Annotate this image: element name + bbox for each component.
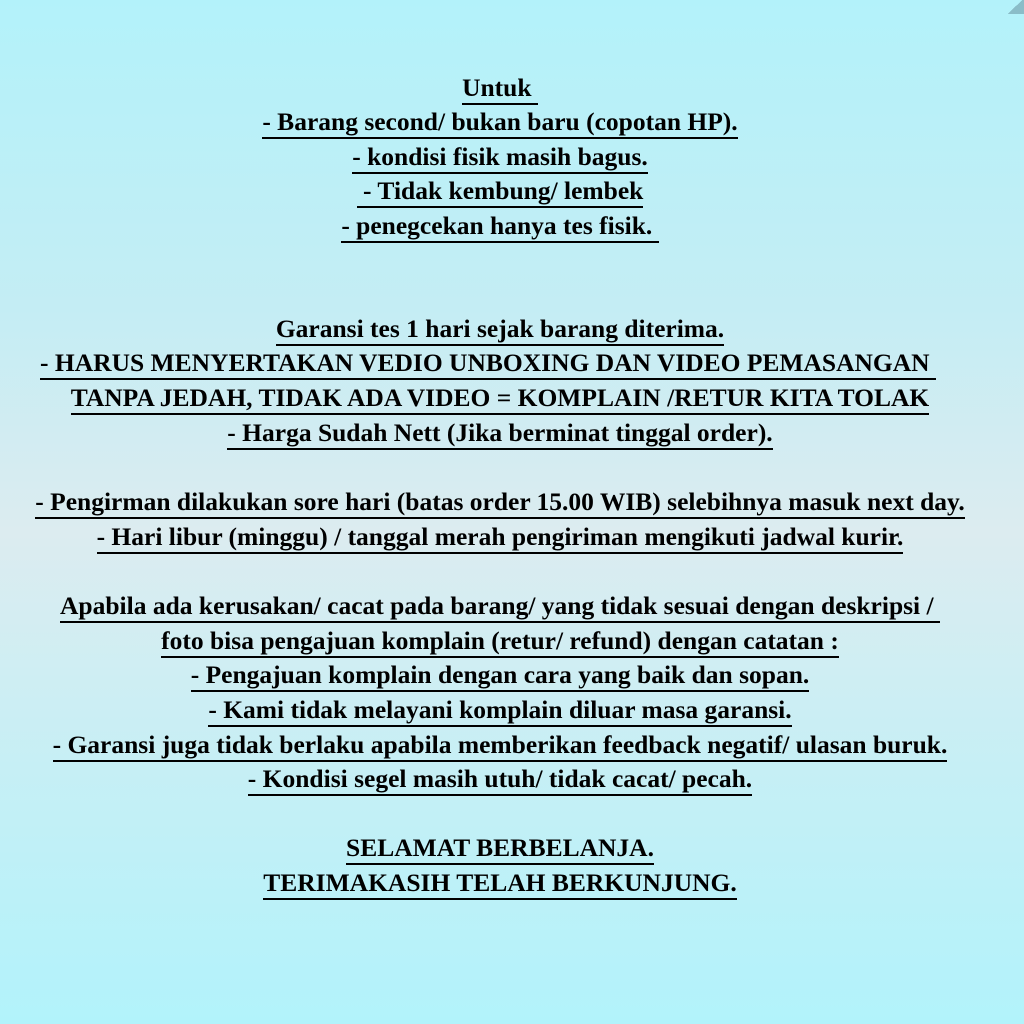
complaint-line: Apabila ada kerusakan/ cacat pada barang/ yang tidak sesuai dengan deskripsi / [0,590,1000,623]
complaint-line: - Kondisi segel masih utuh/ tidak cacat/ pecah. [0,763,1000,796]
warranty-heading: Garansi tes 1 hari sejak barang diterima. [0,313,1000,346]
complaint-line: - Garansi juga tidak berlaku apabila memberikan feedback negatif/ ulasan buruk. [0,729,1000,762]
policy-line: - HARUS MENYERTAKAN VEDIO UNBOXING DAN VIDEO PEMASANGAN [0,347,988,380]
policy-line: - Barang second/ bukan baru (copotan HP). [0,106,1000,139]
policy-line: TANPA JEDAH, TIDAK ADA VIDEO = KOMPLAIN /RETUR KITA TOLAK [0,382,1000,415]
complaint-line: foto bisa pengajuan komplain (retur/ refund) dengan catatan : [0,625,1000,658]
policy-line: - penegcekan hanya tes fisik. [0,210,1000,243]
complaint-line: - Kami tidak melayani komplain diluar masa garansi. [0,694,1000,727]
policy-line: - Harga Sudah Nett (Jika berminat tinggal order). [0,417,1000,450]
complaint-line: - Pengajuan komplain dengan cara yang baik dan sopan. [0,659,1000,692]
corner-shadow [1006,0,1024,14]
policy-line: - kondisi fisik masih bagus. [0,141,1000,174]
closing-line: SELAMAT BERBELANJA. [0,832,1000,865]
shipping-line: - Hari libur (minggu) / tanggal merah pengiriman mengikuti jadwal kurir. [0,521,1000,554]
policy-line: - Tidak kembung/ lembek [0,175,1000,208]
section-title: Untuk [0,72,1000,105]
shipping-line: - Pengirman dilakukan sore hari (batas order 15.00 WIB) selebihnya masuk next day. [0,486,1000,519]
closing-line: TERIMAKASIH TELAH BERKUNJUNG. [0,867,1000,900]
